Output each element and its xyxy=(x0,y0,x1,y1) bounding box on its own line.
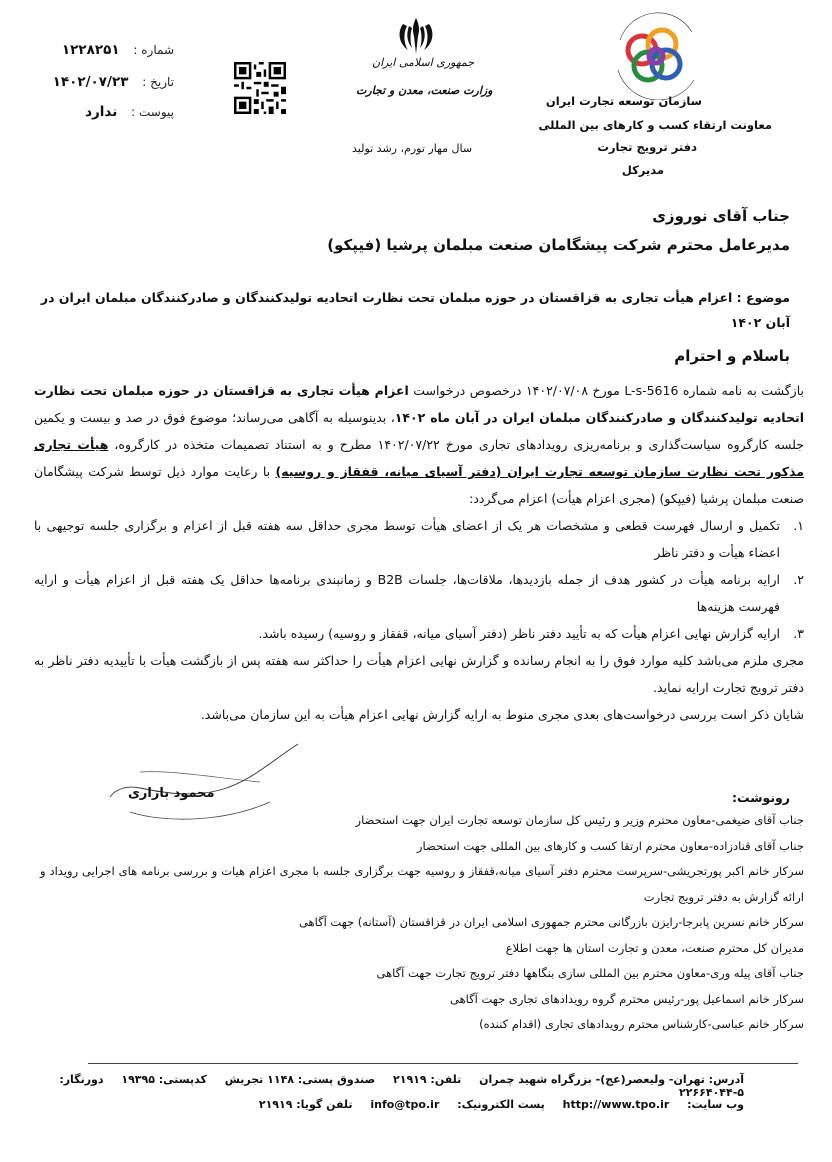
footer-address: آدرس: تهران- ولیعصر(عج)- بزرگراه شهید چمران xyxy=(479,1073,744,1086)
cc-item: سرکار خانم نسرین پابرجا-رایزن بازرگانی محترم جمهوری اسلامی ایران در قزاقستان (آستانه) جهت آگاهی xyxy=(298,915,804,929)
org-name: سازمان توسعه تجارت ایران xyxy=(545,94,702,108)
ministry-line-2: وزارت صنعت، معدن و تجارت xyxy=(356,84,493,97)
date-label: تاریخ : xyxy=(142,75,174,89)
list-item xyxy=(34,620,804,647)
cc-item: سرکار خانم اسماعیل پور-رئیس محترم گروه رویدادهای تجاری جهت آگاهی xyxy=(450,991,804,1006)
item-text: ارایه گزارش نهایی اعزام هیأت که به تأیید دفتر ناظر (دفتر آسیای میانه، قفقاز و روسیه) رسیده باشد. xyxy=(258,626,780,641)
item-text: ارایه برنامه هیأت در کشور هدف از جمله بازدیدها، ملاقات‌ها، جلسات B2B و زمانبندی برنامه‌ها حداقل یک هفته قبل از اعزام هیأت و ارایه فهرست هزینه‌ها xyxy=(34,572,780,614)
tpo-logo xyxy=(600,10,710,100)
letter-attachment xyxy=(85,104,174,120)
para-part-d: هیأت تجاری مذکور تحت نظارت سازمان توسعه تجارت ایران (دفتر آسیای میانه، قفقاز و روسیه) xyxy=(34,437,804,479)
footer-phone-goya: تلفن گویا: ۲۱۹۱۹ xyxy=(258,1098,353,1111)
cc-item: مدیران کل محترم صنعت، معدن و تجارت استان ها جهت اطلاع xyxy=(505,940,804,955)
number-value: ۱۲۲۸۲۵۱ xyxy=(61,42,120,58)
list-item xyxy=(34,512,804,566)
footer-divider xyxy=(88,1063,798,1064)
recipient: مدیرعامل محترم شرکت پیشگامان صنعت مبلمان پرشیا (فیپکو) xyxy=(327,236,790,254)
greeting: باسلام و احترام xyxy=(674,347,790,365)
conditions-list xyxy=(34,512,804,728)
number-label: شماره : xyxy=(133,43,174,57)
cc-title: رونوشت: xyxy=(731,790,790,805)
letter-date xyxy=(53,74,174,90)
list-item xyxy=(34,566,804,620)
org-deputy: معاونت ارتقاء کسب و کارهای بین المللی xyxy=(538,118,772,132)
signer-name: محمود بازاری xyxy=(128,786,215,801)
footer-po-box: صندوق پستی: ۱۱۴۸ تجریش xyxy=(224,1073,376,1086)
closing-paragraph-2: شایان ذکر است بررسی درخواست‌های بعدی مجری منوط به ارایه گزارش نهایی اعزام هیأت به این سازمان می‌باشد. xyxy=(200,707,804,722)
footer-fax: دورنگار: ۵-۲۲۶۶۴۰۴۴ xyxy=(59,1073,744,1099)
cc-item: جناب آقای ضیغمی-معاون محترم وزیر و رئیس کل سازمان توسعه تجارت ایران جهت استحضار xyxy=(355,813,804,827)
attachment-value: ندارد xyxy=(85,104,118,120)
body-paragraph xyxy=(34,377,804,512)
org-office: دفتر ترویج تجارت xyxy=(597,140,697,154)
footer-phone: تلفن: ۲۱۹۱۹ xyxy=(393,1073,462,1086)
qr-code[interactable] xyxy=(234,62,286,114)
footer-address-row xyxy=(0,1073,744,1099)
salutation: جناب آقای نوروزی xyxy=(652,207,790,225)
cc-item: سرکار خانم عباسی-کارشناس محترم رویدادهای تجاری (اقدام کننده) xyxy=(479,1017,804,1031)
cc-item: سرکار خانم اکبر پورتجریشی-سرپرست محترم دفتر آسیای میانه،قفقاز و روسیه جهت برگزاری جلسه با مجری اعزام هیات و بررسی برنامه های اجرایی رویداد و ارائه گزارش به دفتر ترویج تجارت xyxy=(40,864,804,904)
footer-email-link[interactable]: info@tpo.ir xyxy=(370,1098,440,1111)
attachment-label: پیوست : xyxy=(131,105,174,119)
footer-email-label: پست الکترونیک: xyxy=(457,1098,545,1111)
cc-item: جناب آقای قنادزاده-معاون محترم ارتقا کسب و کارهای بین المللی جهت استحضار xyxy=(416,838,804,853)
cc-item: جناب آقای پیله وری-معاون محترم بین المللی سازی بنگاهها دفتر ترویج تجارت جهت آگاهی xyxy=(376,966,804,980)
para-part-a: بازگشت به نامه شماره L-s-5616 مورخ ۱۴۰۲/۰۷/۰۸ درخصوص درخواست xyxy=(408,383,804,398)
subject-line: موضوع : اعزام هیأت تجاری به قزاقستان در حوزه مبلمان تحت نظارت اتحادیه تولیدکنندگان و صادرکنندگان مبلمان ایران در آبان ۱۴۰۲ xyxy=(40,290,790,330)
org-manager: مدیرکل xyxy=(621,163,664,177)
para-part-c: ، بدینوسیله به آگاهی می‌رساند؛ موضوع فوق در صد و بیست و یکمین جلسه کارگروه سیاست‌گذاری و برنامه‌ریزی رویدادهای تجاری مورخ ۱۴۰۲/۰۷/۲۲ مطرح و به استناد تصمیمات متخذه در کارگروه، xyxy=(34,410,804,452)
footer-contact-row xyxy=(245,1098,744,1111)
para-part-e: با رعایت موارد ذیل توسط شرکت پیشگامان صنعت مبلمان پرشیا (فیپکو) (مجری اعزام هیأت) اعزام می‌گردد: xyxy=(34,464,804,506)
closing-paragraph-1: مجری ملزم می‌باشد کلیه موارد فوق را به انجام رسانده و گزارش نهایی اعزام هیأت را حداکثر سه هفته پس از بازگشت هیأت با تأییدیه دفتر ناظر به دفتر ترویج تجارت ارایه نماید. xyxy=(34,653,804,695)
item-text: تکمیل و ارسال فهرست قطعی و مشخصات هر یک از اعضای هیأت توسط مجری حداقل سه هفته قبل از اعزام و برگزاری جلسه توجیهی با اعضاء هیأت و دفتر ناظر xyxy=(34,518,780,560)
letter-number xyxy=(62,42,174,58)
iran-emblem-icon xyxy=(395,14,437,58)
ministry-line-1: جمهوری اسلامی ایران xyxy=(372,56,475,69)
footer-website-link[interactable]: http://www.tpo.ir xyxy=(562,1098,670,1111)
item-number: ۳. xyxy=(793,626,804,641)
date-value: ۱۴۰۲/۰۷/۲۳ xyxy=(52,74,129,90)
item-number: ۲. xyxy=(793,572,804,587)
cc-list xyxy=(40,808,804,1038)
year-slogan: سال مهار تورم، رشد تولید xyxy=(352,142,473,155)
para-part-b: اعزام هیأت تجاری به قزاقستان در حوزه مبلمان تحت نظارت اتحادیه تولیدکنندگان و صادرکنندگان مبلمان ایران در آبان ماه ۱۴۰۲ xyxy=(34,383,804,425)
footer-postal-code: کدپستی: ۱۹۳۹۵ xyxy=(121,1073,207,1086)
footer-website-label: وب سایت: xyxy=(687,1098,744,1111)
item-number: ۱. xyxy=(793,518,804,533)
